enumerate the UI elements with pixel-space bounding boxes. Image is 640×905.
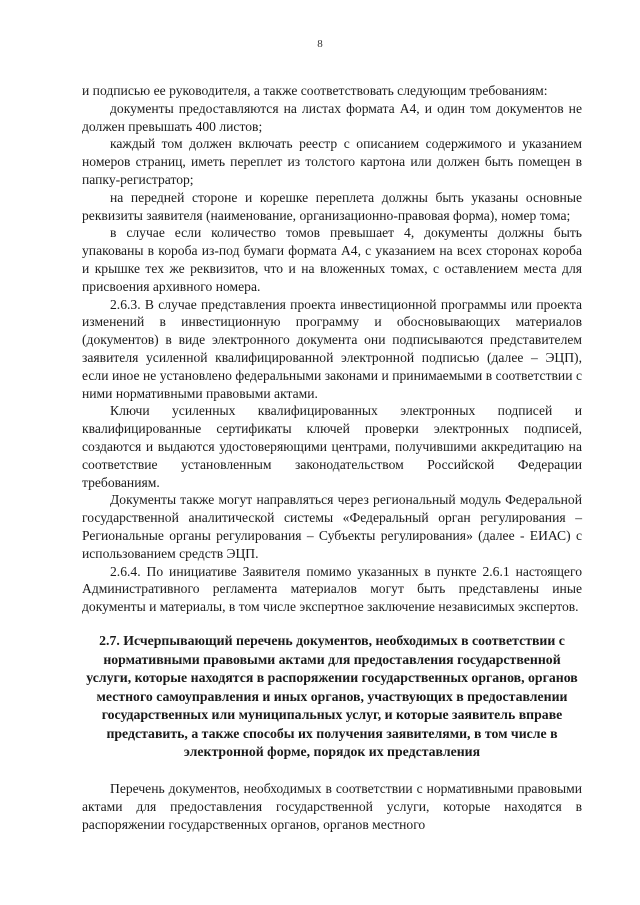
page-number: 8 xyxy=(317,38,323,50)
paragraph-2-6-3: 2.6.3. В случае представления проекта инвестиционной программы или проекта изменений в инвестиционную программу и обосновывающих материалов (документов) в виде электронного документа они подписываются представителем заявителя усиленной квалифицированной электронной подписью (далее – ЭЦП), если иное не установлено федеральными законами и принимаемыми в соответствии с ними нормативными правовыми актами. xyxy=(82,296,582,401)
document-body xyxy=(82,82,582,833)
paragraph-requirement-binding: на передней стороне и корешке переплета должны быть указаны основные реквизиты заявителя (наименование, организационно-правовая форма), номер тома; xyxy=(82,189,582,223)
paragraph-keys: Ключи усиленных квалифицированных электронных подписей и квалифицированные сертификаты ключей проверки электронных подписей, создаются и выдаются удостоверяющими центрами, получившими аккредитацию на соответствие установленным законодательством Российской Федерации требованиям. xyxy=(82,403,582,490)
paragraph-eias: Документы также могут направляться через региональный модуль Федеральной государственной аналитической системы «Федеральный орган регулирования – Региональные органы регулирования – Субъекты регулирования» (далее - ЕИАС) с использованием средств ЭЦП. xyxy=(82,492,582,561)
section-heading-2-7: 2.7. Исчерпывающий перечень документов, необходимых в соответствии с нормативными правовыми актами для предоставления государственной услуги, которые находятся в распоряжении государственных органов, органов местного самоуправления и иных органов, участвующих в предоставлении государственных или муниципальных услуг, и которые заявитель вправе представить, а также способы их получения заявителями, в том числе в электронной форме, порядок их представления xyxy=(86,632,578,760)
paragraph-requirement-boxes: в случае если количество томов превышает 4, документы должны быть упакованы в короба из-под бумаги формата А4, с указанием на всех сторонах короба и крышке тех же реквизитов, что и на вложенных томах, с оставлением места для присвоения архивного номера. xyxy=(82,225,582,294)
paragraph-continuation: и подписью ее руководителя, а также соответствовать следующим требованиям: xyxy=(82,83,548,98)
paragraph-2-6-4: 2.6.4. По инициативе Заявителя помимо указанных в пункте 2.6.1 настоящего Административного регламента материалов могут быть представлены иные документы и материалы, в том числе экспертное заключение независимых экспертов. xyxy=(82,563,582,615)
paragraph-requirement-registry: каждый том должен включать реестр с описанием содержимого и указанием номеров страниц, иметь переплет из толстого картона или должен быть помещен в папку-регистратор; xyxy=(82,136,582,187)
paragraph-requirement-format: документы предоставляются на листах формата А4, и один том документов не должен превышать 400 листов; xyxy=(82,100,582,134)
paragraph-list-documents: Перечень документов, необходимых в соответствии с нормативными правовыми актами для предоставления государственной услуги, которые находятся в распоряжении государственных органов, органов местного xyxy=(82,781,582,832)
